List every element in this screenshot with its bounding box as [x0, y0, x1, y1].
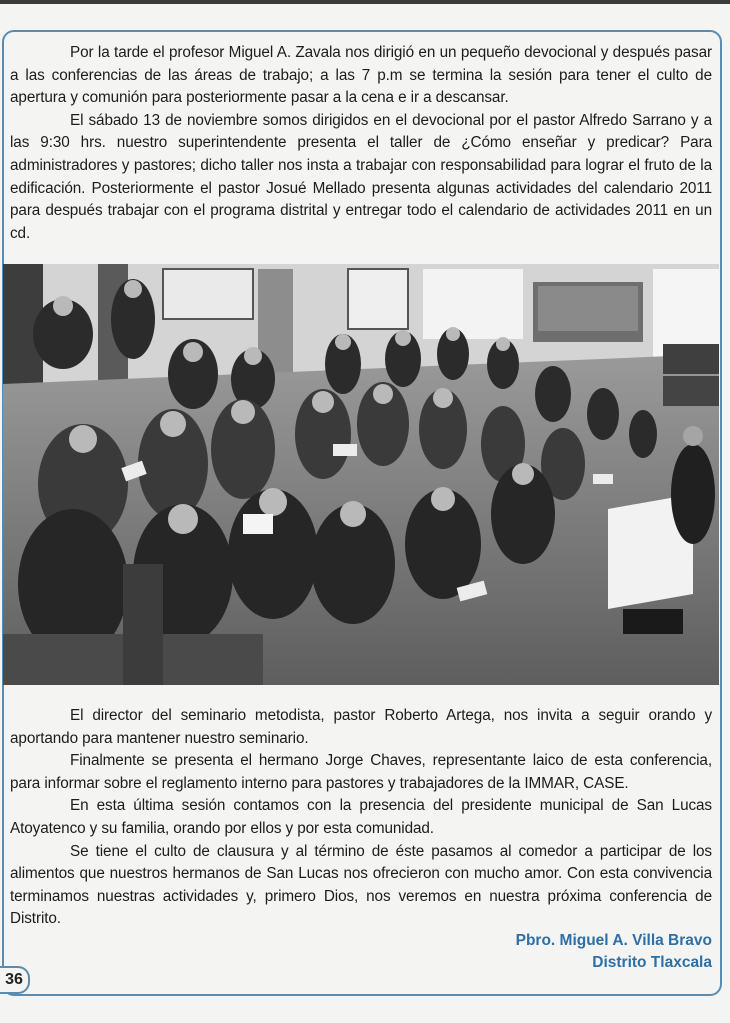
- bottom-text-block: [10, 705, 712, 931]
- paragraph: El director del seminario metodista, pastor Roberto Artega, nos invita a seguir orando y aportando para mantener nuestro seminario.: [10, 707, 712, 747]
- paragraph: En esta última sesión contamos con la presencia del presidente municipal de San Lucas Atoyatenco y su familia, orando por ellos y por esta comunidad.: [10, 797, 712, 837]
- paragraph: El sábado 13 de noviembre somos dirigidos en el devocional por el pastor Alfredo Sarrano y a las 9:30 hrs. nuestro superintendente presenta el taller de ¿Cómo enseñar y predicar? Para administradores y pastores; dicho taller nos insta a trabajar con responsabilidad para lograr el fruto de la edificación. Posteriormente el pastor Josué Mellado presenta algunas actividades del calendario 2011 para después trabajar con el programa distrital y entregar todo el calendario de actividades 2011 en un cd.: [10, 111, 712, 242]
- author-name: Pbro. Miguel A. Villa Bravo: [515, 932, 712, 949]
- paragraph: Finalmente se presenta el hermano Jorge Chaves, representante laico de esta conferencia, para informar sobre el reglamento interno para pastores y trabajadores de la IMMAR, CASE.: [10, 752, 712, 792]
- conference-photo: [3, 264, 719, 685]
- author-district: Distrito Tlaxcala: [592, 954, 712, 971]
- paragraph: Por la tarde el profesor Miguel A. Zavala nos dirigió en un pequeño devocional y después pasar a las conferencias de las áreas de trabajo; a las 7 p.m se termina la sesión para tener el culto de apertura y comunión para posteriormente pasar a la cena e ir a descansar.: [10, 44, 712, 107]
- page-number: 36: [0, 966, 30, 994]
- top-text-block: [10, 42, 712, 245]
- signature-block: [516, 930, 712, 974]
- paragraph: Se tiene el culto de clausura y al término de éste pasamos al comedor a participar de los alimentos que nuestros hermanos de San Lucas nos ofrecieron con mucho amor. Con esta convivencia terminamos nuestras actividades y, primero Dios, nos veremos en nuestra próxima conferencia de Distrito.: [10, 842, 712, 928]
- top-rule: [0, 0, 730, 4]
